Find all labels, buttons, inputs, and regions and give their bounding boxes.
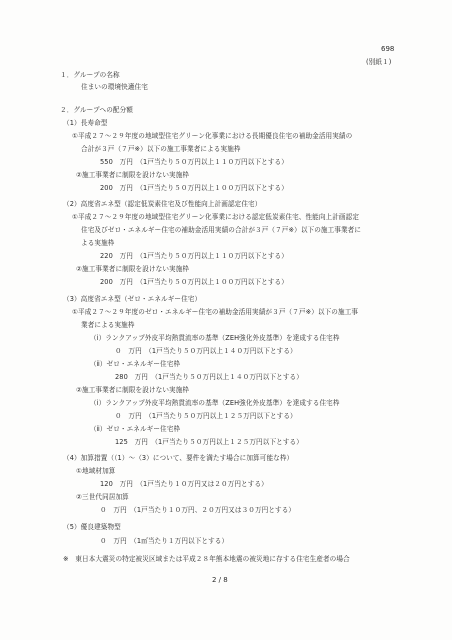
sub2-item1-line3: よる実施枠 xyxy=(81,239,115,247)
sub2-heading: （2）高度省エネ型（認定低炭素住宅及び性能向上計画認定住宅） xyxy=(63,200,262,208)
sub3-item2-option-ii: （ⅱ）ゼロ・エネルギー住宅枠 xyxy=(90,425,181,433)
sub3-item1-line1: ①平成２７～２９年度のゼロ・エネルギー住宅の補助金活用実績が３戸（７戸※）以下の施工事 xyxy=(72,308,359,316)
sub5-amount: ０ 万円 （1㎡当たり１万円以下とする） xyxy=(100,537,229,545)
section2-heading: ２．グループへの配分額 xyxy=(60,106,133,114)
footnote: ※ 東日本大震災の特定被災区域または平成２８年熊本地震の被災地に存する住宅生産者の場合 xyxy=(63,555,350,563)
sub1-item1-line1: ①平成２７～２９年度の地域型住宅グリーン化事業における長期優良住宅の補助金活用実績の xyxy=(72,132,353,140)
sub5-heading: （5）優良建築物型 xyxy=(63,523,121,531)
document-number: 698 xyxy=(381,45,395,53)
sub4-item2-amount: ０ 万円 （1戸当たり１０万円、２０万円又は３０万円とする） xyxy=(100,506,296,514)
sub4-item1-amount: 120 万円 （1戸当たり１０万円又は２０万円とする） xyxy=(100,480,268,488)
sub2-item1-line1: ①平成２７～２９年度の地域型住宅グリーン化事業における認定低炭素住宅、性能向上計画認定 xyxy=(72,213,360,221)
sub4-item2: ②三世代同居加算 xyxy=(76,493,129,501)
sub2-item2-amount: 200 万円 （1戸当たり５０万円以上１００万円以下とする） xyxy=(100,278,288,286)
sub1-item2-line1: ②施工事業者に制限を設けない実施枠 xyxy=(76,171,190,179)
sub3-heading: （3）高度省エネ型（ゼロ・エネルギー住宅） xyxy=(63,295,202,303)
sub1-item1-amount: 550 万円 （1戸当たり５０万円以上１１０万円以下とする） xyxy=(100,158,288,166)
sub1-item1-line2: 合計が３戸（７戸※）以下の施工事業者による実施枠 xyxy=(81,145,241,153)
sub1-item2-amount: 200 万円 （1戸当たり５０万円以上１００万円以下とする） xyxy=(100,184,288,192)
sub3-item1-option-i: （ⅰ）ランクアップ外皮平均熱貫流率の基準（ZEH強化外皮基準）を達成する住宅枠 xyxy=(90,334,340,342)
sub2-item1-amount: 220 万円 （1戸当たり５０万円以上１１０万円以下とする） xyxy=(100,252,288,260)
sub3-item2-line1: ②施工事業者に制限を設けない実施枠 xyxy=(76,386,190,394)
sub3-item1-line2: 業者による実施枠 xyxy=(81,321,135,329)
sub3-item2-option-i-amount: ０ 万円 （1戸当たり５０万円以上１２５万円以下とする） xyxy=(115,412,297,420)
attachment-label: (別紙１) xyxy=(366,58,392,66)
sub3-item2-option-i: （ⅰ）ランクアップ外皮平均熱貫流率の基準（ZEH強化外皮基準）を達成する住宅枠 xyxy=(90,399,340,407)
sub1-heading: （1）長寿命型 xyxy=(63,119,108,127)
sub2-item1-line2: 住宅及びゼロ・エネルギー住宅の補助金活用実績の合計が３戸（７戸※）以下の施工事業者に xyxy=(81,226,362,234)
page-indicator: 2 / 8 xyxy=(212,576,228,584)
sub4-item1: ①地域材加算 xyxy=(76,467,116,475)
group-name: 住まいの環境快適住宅 xyxy=(81,83,148,91)
sub3-item1-option-ii-amount: 280 万円 （1戸当たり５０万円以上１４０万円以下とする） xyxy=(115,373,303,381)
sub2-item2-line1: ②施工事業者に制限を設けない実施枠 xyxy=(76,265,190,273)
sub4-heading: （4）加算措置（（1）～（3）について、要件を満たす場合に加算可能な枠） xyxy=(63,454,294,462)
sub3-item2-option-ii-amount: 125 万円 （1戸当たり５０万円以上１２５万円以下とする） xyxy=(115,438,303,446)
sub3-item1-option-i-amount: ０ 万円 （1戸当たり５０万円以上１４０万円以下とする） xyxy=(115,347,297,355)
sub3-item1-option-ii: （ⅱ）ゼロ・エネルギー住宅枠 xyxy=(90,360,181,368)
section1-heading: １．グループの名称 xyxy=(60,71,120,79)
